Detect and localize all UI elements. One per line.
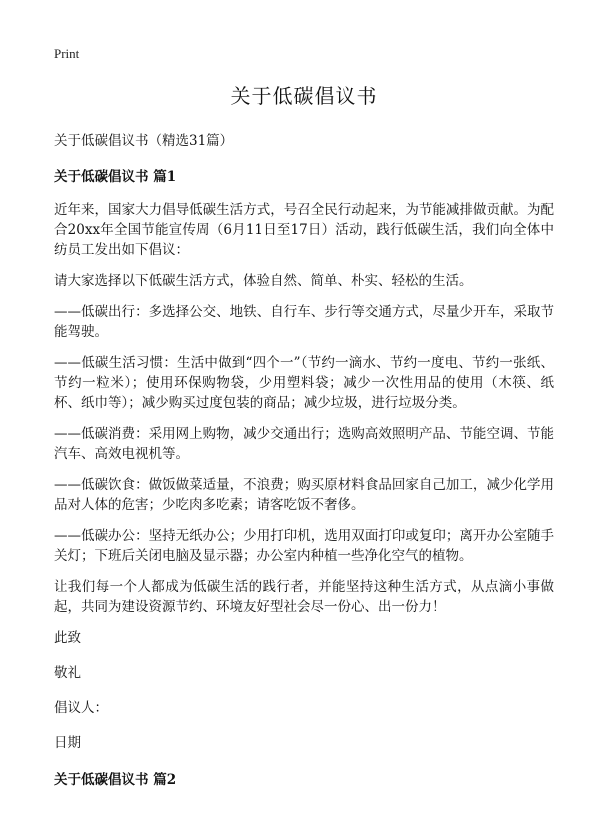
- section-heading-1: 关于低碳倡议书 篇1: [54, 169, 177, 185]
- call-to-action-paragraph: 让我们每一个人都成为低碳生活的践行者，并能坚持这种生活方式，从点滴小事做起，共同为建设资源节约、环境友好型社会尽一份心、出一份力！: [54, 579, 554, 615]
- page-title: 关于低碳倡议书: [230, 84, 378, 108]
- low-carbon-diet-paragraph: ——低碳饮食：做饭做菜适量，不浪费；购买原材料食品回家自己加工，减少化学用品对人体的危害；少吃肉多吃素；请客吃饭不奢侈。: [54, 477, 554, 513]
- low-carbon-office-paragraph: ——低碳办公：坚持无纸办公；少用打印机，选用双面打印或复印；离开办公室随手关灯；下班后关闭电脑及显示器；办公室内种植一些净化空气的植物。: [54, 528, 554, 564]
- section-heading-2: 关于低碳倡议书 篇2: [54, 772, 177, 788]
- proposer-label: 倡议人：: [54, 700, 108, 716]
- intro-paragraph: 近年来，国家大力倡导低碳生活方式，号召全民行动起来，为节能减排做贡献。为配合20xx年全国节能宣传周（6月11日至17日）活动，践行低碳生活，我们向全体中纺员工发出如下倡议：: [54, 202, 554, 258]
- low-carbon-consumption-paragraph: ——低碳消费：采用网上购物，减少交通出行；选购高效照明产品、节能空调、节能汽车、高效电视机等。: [54, 426, 554, 462]
- low-carbon-travel-paragraph: ——低碳出行：多选择公交、地铁、自行车、步行等交通方式，尽量少开车，采取节能驾驶。: [54, 304, 554, 340]
- print-link[interactable]: Print: [54, 46, 80, 61]
- date-label: 日期: [54, 735, 81, 751]
- closing-salutation: 此致: [54, 630, 81, 646]
- document-subtitle: 关于低碳倡议书（精选31篇）: [54, 133, 234, 149]
- low-carbon-habits-paragraph: ——低碳生活习惯：生活中做到“四个一”（节约一滴水、节约一度电、节约一张纸、节约一粒米）；使用环保购物袋，少用塑料袋；减少一次性用品的使用（木筷、纸杯、纸巾等）；减少购买过度包装的商品；减少垃圾，进行垃圾分类。: [54, 355, 554, 411]
- closing-regards: 敬礼: [54, 665, 81, 681]
- document-page: [54, 46, 554, 803]
- lifestyle-paragraph: 请大家选择以下低碳生活方式，体验自然、简单、朴实、轻松的生活。: [54, 273, 473, 289]
